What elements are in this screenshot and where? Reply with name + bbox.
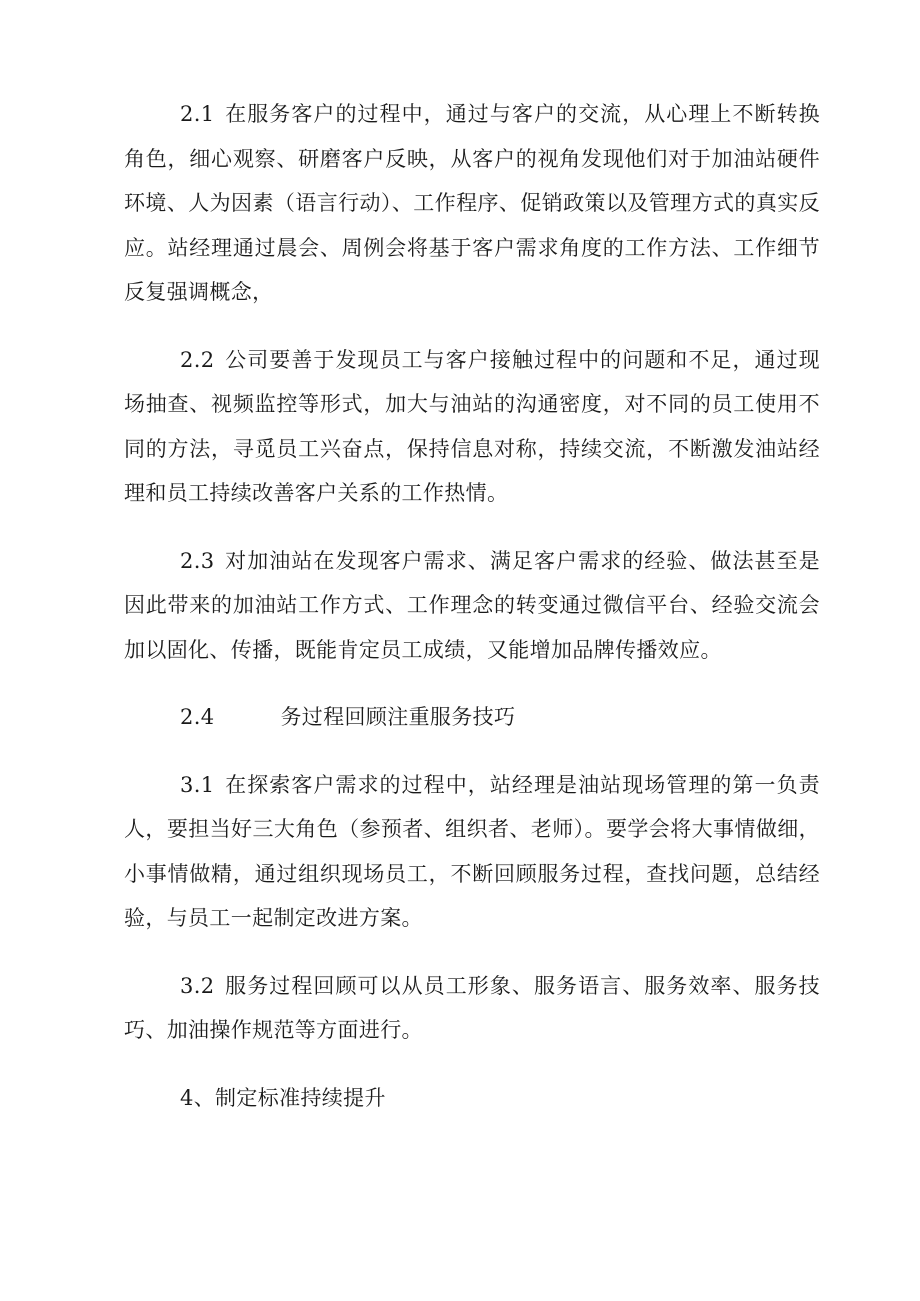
section-number: 2.3: [180, 548, 215, 573]
paragraph-text: 公司要善于发现员工与客户接触过程中的问题和不足，通过现场抽查、视频监控等形式，加大与油站的沟通密度，对不同的员工使用不同的方法，寻觅员工兴奋点，保持信息对称，持续交流，不断激发油站经理和员工持续改善客户关系的工作热情。: [124, 347, 820, 505]
section-number: 3.1: [180, 772, 215, 797]
heading-4: [124, 1076, 820, 1121]
heading-2-4: [124, 695, 820, 740]
heading-text: 4、制定标准持续提升: [180, 1085, 386, 1110]
section-number: 2.1: [180, 102, 215, 126]
paragraph-2-3: [124, 539, 820, 673]
paragraph-3-2: [124, 964, 820, 1053]
paragraph-text: 对加油站在发现客户需求、满足客户需求的经验、做法甚至是因此带来的加油站工作方式、工作理念的转变通过微信平台、经验交流会加以固化、传播，既能肯定员工成绩，又能增加品牌传播效应。: [124, 548, 820, 662]
paragraph-text: 服务过程回顾可以从员工形象、服务语言、服务效率、服务技巧、加油操作规范等方面进行。: [124, 973, 820, 1042]
paragraph-3-1: [124, 763, 820, 941]
paragraph-2-1: [124, 92, 820, 315]
paragraph-text: 在探索客户需求的过程中，站经理是油站现场管理的第一负责人，要担当好三大角色（参预者、组织者、老师）。要学会将大事情做细，小事情做精，通过组织现场员工，不断回顾服务过程，查找问题，总结经验，与员工一起制定改进方案。: [124, 772, 820, 930]
paragraph-2-2: [124, 338, 820, 516]
heading-text: 务过程回顾注重服务技巧: [280, 705, 516, 729]
section-number: 3.2: [180, 973, 215, 998]
section-number: 2.2: [180, 347, 215, 372]
paragraph-text: 在服务客户的过程中，通过与客户的交流，从心理上不断转换角色，细心观察、研磨客户反映，从客户的视角发现他们对于加油站硬件环境、人为因素（语言行动）、工作程序、促销政策以及管理方式的真实反应。站经理通过晨会、周例会将基于客户需求角度的工作方法、工作细节反复强调概念，: [124, 102, 820, 304]
section-number: 2.4: [180, 705, 215, 729]
